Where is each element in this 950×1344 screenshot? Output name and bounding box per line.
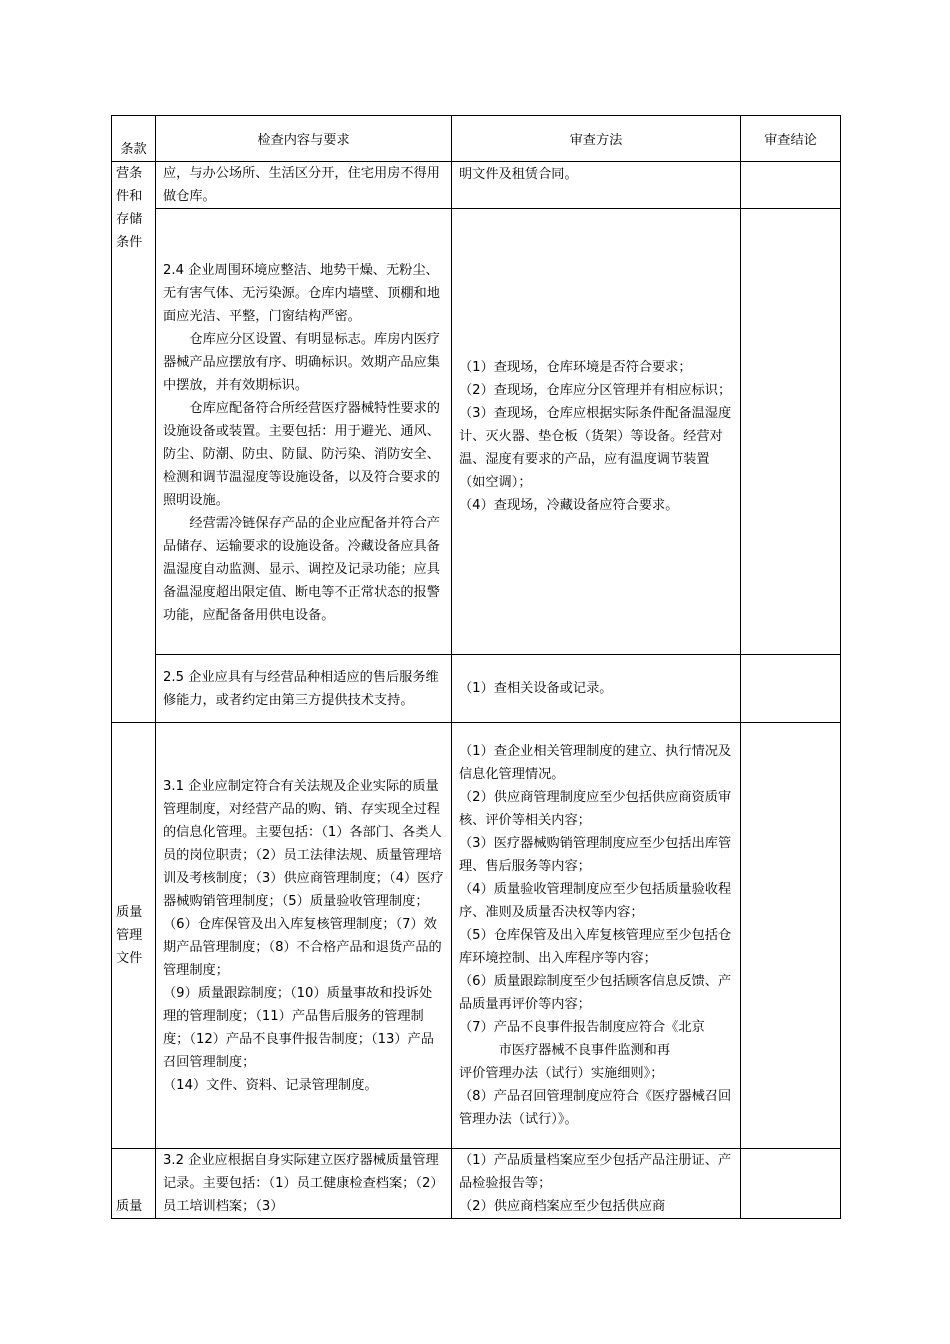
table-row (112, 209, 841, 655)
header-method: 审查方法 (452, 116, 741, 162)
header-content: 检查内容与要求 (156, 116, 452, 162)
header-conclusion: 审查结论 (741, 116, 841, 162)
clause-cell-quality-docs (112, 723, 156, 1149)
method-cell: （1）查现场，仓库环境是否符合要求； （2）查现场，仓库应分区管理并有相应标识； （3）查现场，仓库应根据实际条件配备温湿度计、灭火器、垫仓板（货架）等设备。经营对温、湿度有要求的产品，应有温度调节装置（如空调）； （4）查现场，冷藏设备应符合要求。 (452, 209, 741, 655)
conclusion-cell (741, 209, 841, 655)
method-cell: （1）查相关设备或记录。 (452, 655, 741, 723)
header-row (112, 116, 841, 162)
clause-cell-quality (112, 1149, 156, 1219)
content-cell: 应，与办公场所、生活区分开，住宅用房不得用做仓库。 (156, 162, 452, 209)
header-clause: 条款 (112, 116, 156, 162)
table-row (112, 1149, 841, 1219)
clause-label: 质量 (116, 1199, 143, 1214)
table-row (112, 655, 841, 723)
content-cell: 2.5 企业应具有与经营品种相适应的售后服务维修能力，或者约定由第三方提供技术支持。 (156, 655, 452, 723)
clause-cell-storage (112, 162, 156, 723)
table-row (112, 723, 841, 1149)
content-cell: 3.2 企业应根据自身实际建立医疗器械质量管理记录。主要包括：（1）员工健康检查档案；（2）员工培训档案；（3） (156, 1149, 452, 1219)
method-cell: 明文件及租赁合同。 (452, 162, 741, 209)
content-cell: 3.1 企业应制定符合有关法规及企业实际的质量管理制度，对经营产品的购、销、存实现全过程的信息化管理。主要包括：（1）各部门、各类人员的岗位职责；（2）员工法律法规、质量管理培训及考核制度；（3）供应商管理制度；（4）医疗器械购销管理制度；（5）质量验收管理制度；（6）仓库保管及出入库复核管理制度；（7）效期产品管理制度；（8）不合格产品和退货产品的管理制度； （9）质量跟踪制度；（10）质量事故和投诉处理的管理制度；（11）产品售后服务的管理制度；（12）产品不良事件报告制度；（13）产品召回管理制度； （14）文件、资料、记录管理制度。 (156, 723, 452, 1149)
clause-label: 质量管理文件 (116, 905, 143, 966)
clause-label: 营条件和存储条件 (116, 166, 143, 250)
conclusion-cell (741, 655, 841, 723)
method-cell: （1）产品质量档案应至少包括产品注册证、产品检验报告等； （2）供应商档案应至少包括供应商 (452, 1149, 741, 1219)
conclusion-cell (741, 162, 841, 209)
method-cell: （1）查企业相关管理制度的建立、执行情况及信息化管理情况。 （2）供应商管理制度应至少包括供应商资质审核、评价等相关内容； （3）医疗器械购销管理制度应至少包括出库管理、售后服务等内容； （4）质量验收管理制度应至少包括质量验收程序、准则及质量否决权等内容； （5）仓库保管及出入库复核管理应至少包括仓库环境控制、出入库程序等内容； （6）质量跟踪制度至少包括顾客信息反馈、产品质量再评价等内容； （7）产品不良事件报告制度应符合《北京 市医疗器械不良事件监测和再 评价管理办法（试行）实施细则》； （8）产品召回管理制度应符合《医疗器械召回管理办法（试行）》。 (452, 723, 741, 1149)
inspection-table (111, 115, 841, 1219)
content-cell: 2.4 企业周围环境应整洁、地势干燥、无粉尘、无有害气体、无污染源。仓库内墙壁、顶棚和地面应光洁、平整，门窗结构严密。 仓库应分区设置、有明显标志。库房内医疗器械产品应摆放有序、明确标识。效期产品应集中摆放，并有效期标识。 仓库应配备符合所经营医疗器械特性要求的设施设备或装置。主要包括：用于避光、通风、防尘、防潮、防虫、防鼠、防污染、消防安全、检测和调节温湿度等设施设备，以及符合要求的照明设施。 经营需冷链保存产品的企业应配备并符合产品储存、运输要求的设施设备。冷藏设备应具备温湿度自动监测、显示、调控及记录功能；应具备温湿度超出限定值、断电等不正常状态的报警功能，应配备备用供电设备。 (156, 209, 452, 655)
conclusion-cell (741, 723, 841, 1149)
conclusion-cell (741, 1149, 841, 1219)
table-row (112, 162, 841, 209)
